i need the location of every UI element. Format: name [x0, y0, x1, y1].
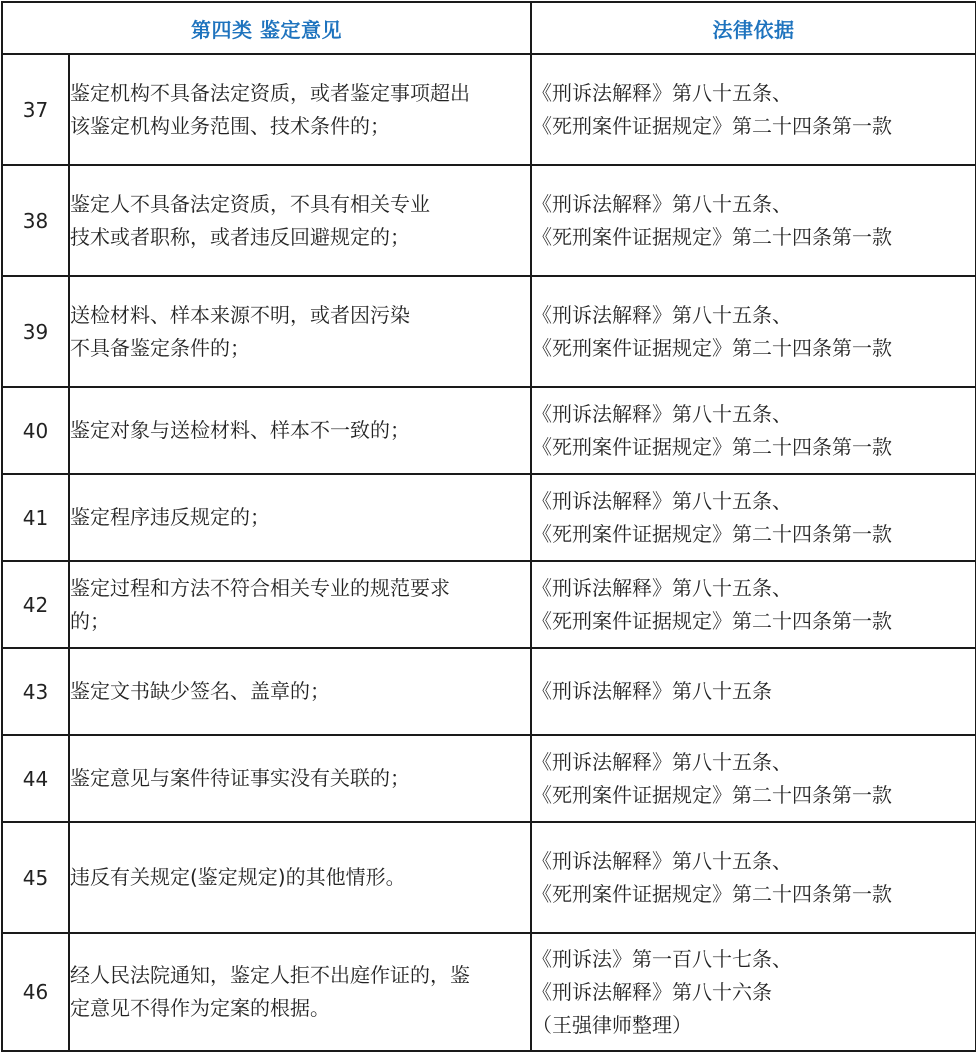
- row-legal-basis: 《刑诉法解释》第八十五条、 《死刑案件证据规定》第二十四条第一款: [531, 276, 976, 387]
- table-row: [2, 276, 976, 387]
- row-legal-basis: 《刑诉法解释》第八十五条、 《死刑案件证据规定》第二十四条第一款: [531, 474, 976, 561]
- row-number: 46: [2, 933, 69, 1051]
- table-row: [2, 648, 976, 735]
- row-description: 鉴定人不具备法定资质，不具有相关专业 技术或者职称，或者违反回避规定的；: [69, 165, 531, 276]
- table-row: [2, 822, 976, 933]
- row-legal-basis: 《刑诉法》第一百八十七条、 《刑诉法解释》第八十六条 （王强律师整理）: [531, 933, 976, 1051]
- row-number: 44: [2, 735, 69, 822]
- row-legal-basis: 《刑诉法解释》第八十五条、 《死刑案件证据规定》第二十四条第一款: [531, 387, 976, 474]
- row-number: 37: [2, 54, 69, 165]
- row-number: 41: [2, 474, 69, 561]
- row-description: 鉴定机构不具备法定资质，或者鉴定事项超出 该鉴定机构业务范围、技术条件的；: [69, 54, 531, 165]
- law-basis-table: [1, 1, 976, 1052]
- row-description: 鉴定程序违反规定的；: [69, 474, 531, 561]
- row-description: 鉴定意见与案件待证事实没有关联的；: [69, 735, 531, 822]
- table-row: [2, 735, 976, 822]
- basis-header: 法律依据: [531, 2, 976, 54]
- row-number: 39: [2, 276, 69, 387]
- row-legal-basis: 《刑诉法解释》第八十五条: [531, 648, 976, 735]
- table-row: [2, 933, 976, 1051]
- table-row: [2, 474, 976, 561]
- row-legal-basis: 《刑诉法解释》第八十五条、 《死刑案件证据规定》第二十四条第一款: [531, 735, 976, 822]
- row-description: 送检材料、样本来源不明，或者因污染 不具备鉴定条件的；: [69, 276, 531, 387]
- row-number: 38: [2, 165, 69, 276]
- table-header-row: [2, 2, 976, 54]
- table-row: [2, 54, 976, 165]
- category-header: 第四类 鉴定意见: [2, 2, 531, 54]
- row-number: 45: [2, 822, 69, 933]
- row-number: 42: [2, 561, 69, 648]
- row-description: 鉴定过程和方法不符合相关专业的规范要求 的；: [69, 561, 531, 648]
- table-row: [2, 561, 976, 648]
- table-row: [2, 387, 976, 474]
- row-description: 违反有关规定(鉴定规定)的其他情形。: [69, 822, 531, 933]
- row-number: 40: [2, 387, 69, 474]
- table-row: [2, 165, 976, 276]
- row-legal-basis: 《刑诉法解释》第八十五条、 《死刑案件证据规定》第二十四条第一款: [531, 54, 976, 165]
- row-description: 鉴定文书缺少签名、盖章的；: [69, 648, 531, 735]
- row-description: 鉴定对象与送检材料、样本不一致的；: [69, 387, 531, 474]
- row-legal-basis: 《刑诉法解释》第八十五条、 《死刑案件证据规定》第二十四条第一款: [531, 561, 976, 648]
- row-legal-basis: 《刑诉法解释》第八十五条、 《死刑案件证据规定》第二十四条第一款: [531, 822, 976, 933]
- row-legal-basis: 《刑诉法解释》第八十五条、 《死刑案件证据规定》第二十四条第一款: [531, 165, 976, 276]
- row-description: 经人民法院通知，鉴定人拒不出庭作证的，鉴 定意见不得作为定案的根据。: [69, 933, 531, 1051]
- row-number: 43: [2, 648, 69, 735]
